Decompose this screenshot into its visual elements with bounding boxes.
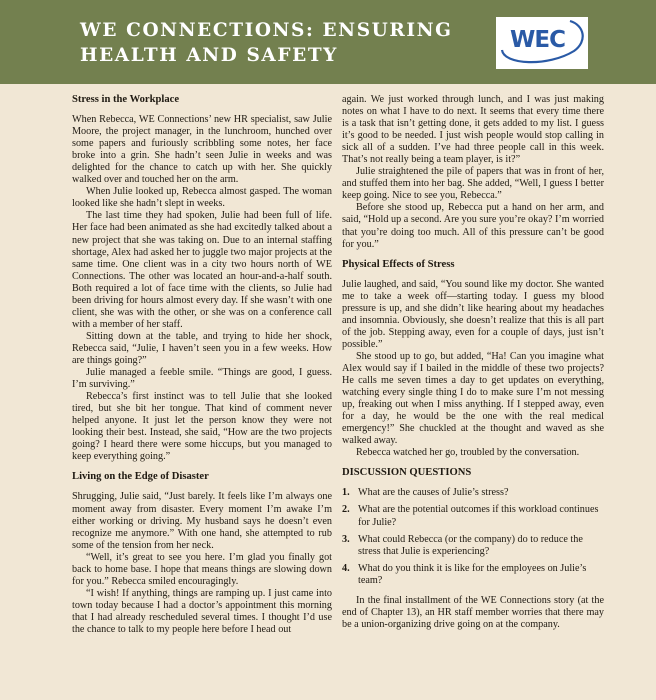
page-title-line-2: HEALTH AND SAFETY — [80, 45, 338, 66]
paragraph: Rebecca watched her go, troubled by the conversation. — [356, 447, 580, 459]
paragraph: Sitting down at the table, and trying to hide her shock, Rebecca said, “Julie, I haven’t seen you in a few weeks. How are things going?” — [72, 330, 332, 366]
paragraph: Rebecca’s first instinct was to tell Julie that she looked tired, but she bit her tongue. That kind of comment never helped anyone. It just let the person know they were not looking their best. Instead, she said, “How are the two projects going? I heard there were some hiccups, but you managed to keep everything going.” — [72, 391, 332, 463]
section-heading-disaster: Living on the Edge of Disaster — [72, 471, 209, 483]
right-column — [342, 94, 604, 631]
logo-text: WEC — [510, 27, 565, 53]
page-title — [80, 18, 480, 68]
list-item: 4. What do you think it is like for the employees on Julie’s team? — [342, 562, 587, 586]
list-item: 3. What could Rebecca (or the company) do to reduce the stress that Julie is experiencing? — [342, 533, 583, 557]
paragraph: When Rebecca, WE Connections’ new HR specialist, saw Julie Moore, the project manager, in the lunchroom, hunched over some papers and furiously scribbling some notes, her face broke into a grin. She hadn’t seen Julie in weeks and was delighted for the chance to catch up with her. She quickly walked over and touched her on the arm. — [72, 114, 332, 186]
section-heading-discussion: DISCUSSION QUESTIONS — [342, 467, 472, 479]
section-heading-physical: Physical Effects of Stress — [342, 258, 455, 270]
paragraph: Before she stood up, Rebecca put a hand on her arm, and said, “Hold up a second. Are you sure you’re okay? I’m worried that you’re doing too much. All of this pressure can’t be good for you.” — [342, 202, 604, 250]
section-heading-stress: Stress in the Workplace — [72, 94, 180, 105]
paragraph: Julie straightened the pile of papers that was in front of her, and stuffed them into her bag. She added, “Well, I guess I better keep going. Nice to see you, Rebecca.” — [342, 166, 604, 202]
left-column — [72, 94, 332, 636]
paragraph: She stood up to go, but added, “Ha! Can you imagine what Alex would say if I bailed in the middle of these two projects? He calls me seven times a day to get updates on everything, watching every single thing I do to make sure I’m not messing up, freaking out when I miss anything. If I stepped away, even for a day, he would be the one with the real medical emergency!” She chuckled at the thought and waved as she walked away. — [342, 350, 604, 447]
paragraph: again. We just worked through lunch, and I was just making notes on what I have to do next. It seems that every time there is a task that isn’t getting done, it gets added to my list. I guess it’s good to be needed. I just wish people would stop calling in sick all of a sudden. I’ve had three people call in this week. That’s not really being a team player, is it?” — [342, 94, 604, 166]
page-title-line-1: WE CONNECTIONS: ENSURING — [80, 20, 453, 41]
paragraph: Shrugging, Julie said, “Just barely. It feels like I’m always one moment away from disaster. Every moment I’m awake I’m either working or driving. My husband says he doesn’t even recognize me anymore.” With one hand, she attempted to rub some of the tension from her neck. — [72, 491, 332, 551]
paragraph: Julie laughed, and said, “You sound like my doctor. She wanted me to take a week off—starting today. I guess my blood pressure is up, and she didn’t like hearing about my headaches and insomnia. Obviously, she doesn’t realize that this is all part of the job. Stepping away, even for a couple of days, just isn’t possible.” — [342, 278, 604, 350]
paragraph: When Julie looked up, Rebecca almost gasped. The woman looked like she hadn’t slept in weeks. — [72, 186, 332, 210]
list-item: 2. What are the potential outcomes if this workload continues for Julie? — [342, 504, 599, 528]
title-banner — [0, 0, 656, 84]
paragraph: The last time they had spoken, Julie had been full of life. Her face had been animated as she had excitedly talked about a new project that she was taking on. Due to an internal staffing shortage, Alex had asked her to juggle two major projects at the same time. One client was in a city two hours north of WE Connections. The other was located an hour-and-a-half south. Both required a lot of face time with the clients, so Julie had been driving for hours almost every day. If she wasn’t with one client, she was with the other, or she was on a conference call with a member of her staff. — [72, 210, 332, 330]
discussion-questions-list — [342, 487, 604, 586]
paragraph: Julie managed a feeble smile. “Things are good, I guess. I’m surviving.” — [72, 367, 332, 391]
list-item: 1. What are the causes of Julie’s stress? — [342, 487, 509, 499]
wec-logo — [496, 17, 588, 69]
paragraph: “I wish! If anything, things are ramping up. I just came into town today because I had a doctor’s appointment this morning that I had already rescheduled several times. I thought I’d use the chance to talk to my people here before I head out — [72, 587, 332, 635]
paragraph: “Well, it’s great to see you here. I’m glad you finally got back to home base. I hope that means things are slowing down for you.” Rebecca smiled encouragingly. — [72, 551, 332, 587]
paragraph: In the final installment of the WE Connections story (at the end of Chapter 13), an HR staff member worries that there may be a union-organizing drive going on at the company. — [342, 594, 604, 630]
